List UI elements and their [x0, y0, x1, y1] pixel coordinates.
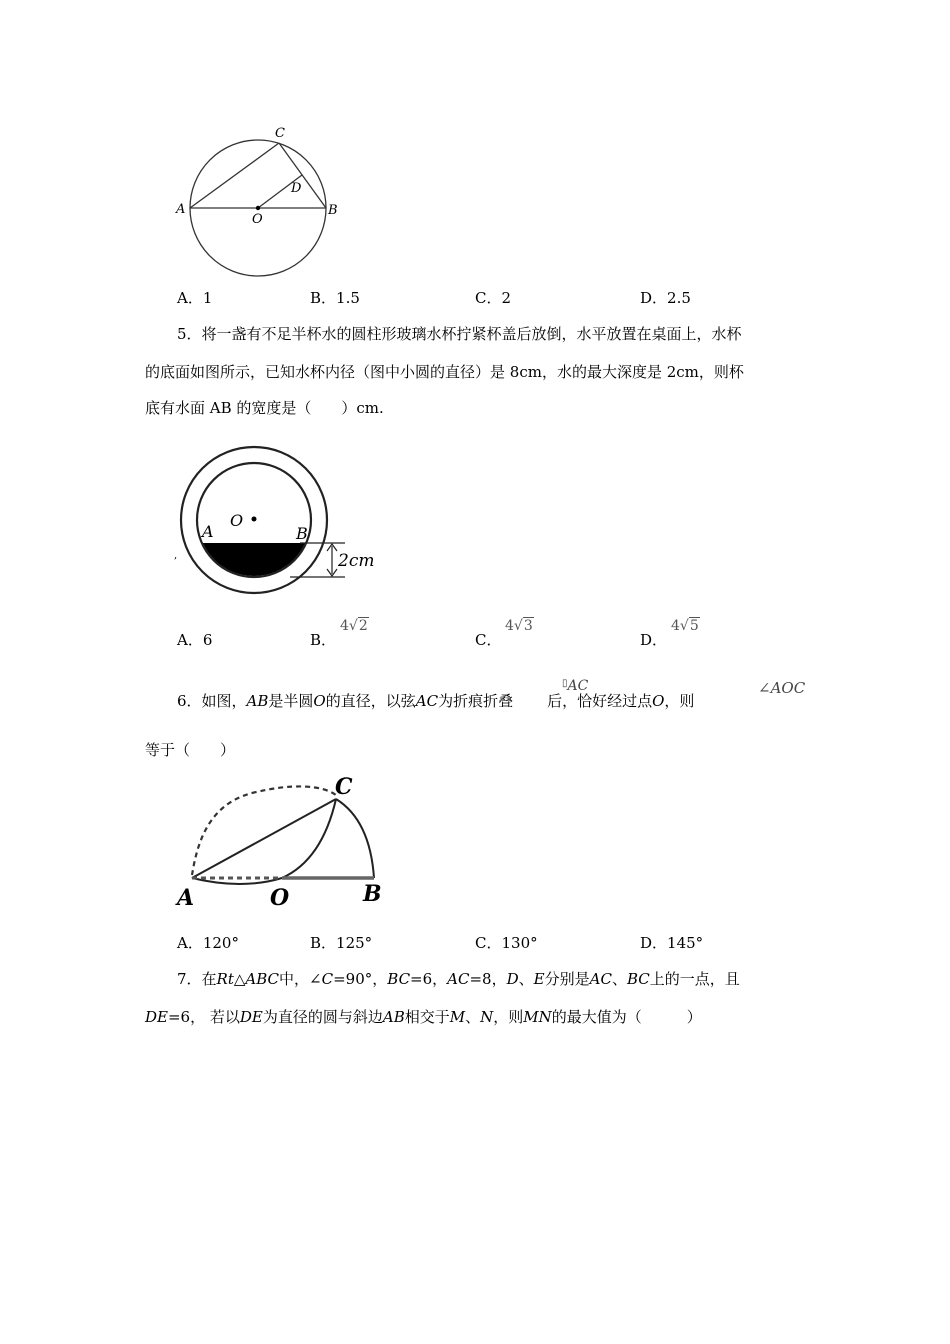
- q6-option-a: [177, 932, 239, 953]
- q6-label-b: B: [363, 881, 382, 907]
- q5-label-depth: 2cm: [338, 551, 375, 571]
- q5-label-a: A: [202, 522, 214, 541]
- q5-option-d-value: 4√5: [671, 618, 699, 634]
- option-letter: A．: [177, 631, 203, 649]
- text: 7．在: [177, 970, 217, 988]
- option-letter: B．: [310, 934, 337, 952]
- q6-dashed-arc: [192, 786, 336, 875]
- radicand: 5: [689, 618, 699, 634]
- text: 、: [518, 970, 534, 988]
- option-text: 2.5: [667, 289, 691, 307]
- arc-label: AC: [567, 678, 589, 694]
- triangle-symbol: △: [233, 970, 246, 988]
- q4-center-dot: [256, 206, 260, 210]
- coef: 4: [671, 618, 680, 634]
- q4-label-o: O: [252, 212, 263, 227]
- q6-semicircle-figure: [172, 765, 387, 915]
- var-c: C: [321, 970, 334, 988]
- q6-option-b: [310, 932, 372, 953]
- q5-option-d: [640, 629, 667, 650]
- text: 相交于: [404, 1008, 450, 1026]
- q5-cup-figure: [170, 440, 385, 600]
- q5-center-dot: [252, 517, 257, 522]
- q4-label-d: D: [291, 181, 302, 196]
- q5-text-line2: 的底面如图所示，已知水杯内径（图中小圆的直径）是 8cm，水的最大深度是 2cm，则杯: [145, 363, 744, 381]
- var-e: E: [533, 970, 545, 988]
- q7-text-line1: [177, 968, 740, 989]
- q4-label-b: B: [328, 203, 338, 218]
- text: 后，恰好经过点: [547, 692, 653, 710]
- q5-option-c-value: 4√3: [505, 618, 533, 634]
- q4-chord-cb: [279, 143, 326, 208]
- var-m: M: [449, 1008, 466, 1026]
- q4-label-a: A: [176, 202, 186, 217]
- option-text: 120°: [202, 934, 239, 952]
- q6-label-o: O: [270, 885, 290, 911]
- text: ，则: [664, 692, 695, 710]
- q5-label-o: O: [230, 511, 244, 530]
- text: 分别是: [544, 970, 590, 988]
- option-text: 1: [202, 289, 213, 307]
- text: 为直径的圆与斜边: [262, 1008, 383, 1026]
- q6-text-line2: 等于（ ）: [145, 741, 236, 759]
- arc-box-icon: ▯: [562, 678, 568, 689]
- q4-chord-ac: [190, 143, 279, 208]
- var-d: D: [506, 970, 519, 988]
- option-letter: A．: [177, 934, 203, 952]
- q4-label-c: C: [275, 126, 285, 141]
- q6-text-line1: [177, 690, 694, 711]
- q7-text-line2: [145, 1006, 702, 1027]
- text: ，则: [493, 1008, 524, 1026]
- q4-option-c: [475, 287, 511, 308]
- q6-option-d: [640, 932, 703, 953]
- var-de: DE: [239, 1008, 263, 1026]
- q4-option-d: [640, 287, 691, 308]
- text: 、: [465, 1008, 481, 1026]
- q5-text-line1: 5．将一盏有不足半杯水的圆柱形玻璃水杯拧紧杯盖后放倒，水平放置在桌面上，水杯: [177, 325, 742, 343]
- var-ab: AB: [246, 692, 269, 710]
- coef: 4: [340, 618, 349, 634]
- coef: 4: [505, 618, 514, 634]
- text: 的最大值为（ ）: [551, 1008, 702, 1026]
- option-text: 2: [501, 289, 512, 307]
- text: 中，∠: [279, 970, 322, 988]
- option-text: 145°: [667, 934, 704, 952]
- option-letter: B．: [310, 289, 337, 307]
- var-ac: AC: [415, 692, 439, 710]
- option-letter: C．: [475, 631, 502, 649]
- option-letter: A．: [177, 289, 203, 307]
- var-bc: BC: [626, 970, 650, 988]
- option-text: 1.5: [336, 289, 360, 307]
- q6-label-a: A: [177, 885, 195, 911]
- option-letter: D．: [640, 631, 668, 649]
- var-ac: AC: [589, 970, 612, 988]
- q5-option-c: [475, 629, 501, 650]
- text: 为折痕折叠: [438, 692, 514, 710]
- var-abc: ABC: [245, 970, 280, 988]
- option-letter: C．: [475, 289, 502, 307]
- var-ab: AB: [382, 1008, 405, 1026]
- q6-angle-aoc: ∠AOC: [758, 679, 806, 697]
- q5-option-b-value: 4√2: [340, 618, 368, 634]
- text: =90°，: [333, 970, 388, 988]
- q5-option-b: [310, 629, 336, 650]
- option-letter: B．: [310, 631, 337, 649]
- text: 6．如图，: [177, 692, 247, 710]
- option-letter: D．: [640, 934, 668, 952]
- var-rt: Rt: [216, 970, 234, 988]
- var-de: DE: [145, 1008, 168, 1026]
- var-o: O: [652, 692, 665, 710]
- var-bc: BC: [387, 970, 411, 988]
- text: =6，: [410, 970, 448, 988]
- radicand: 3: [523, 618, 533, 634]
- q6-chord-ac: [192, 799, 336, 878]
- var-o: O: [313, 692, 326, 710]
- q4-circle-figure: [170, 118, 350, 283]
- text: 是半圆: [268, 692, 314, 710]
- q4-option-a: [177, 287, 212, 308]
- q6-arc-ac: [562, 678, 588, 694]
- q6-arc-cb: [336, 799, 374, 878]
- option-text: 130°: [501, 934, 538, 952]
- text: 上的一点，且: [649, 970, 740, 988]
- option-letter: D．: [640, 289, 668, 307]
- q5-option-a: [177, 629, 212, 650]
- q5-text-line3: 底有水面 AB 的宽度是（ ）cm.: [145, 399, 384, 417]
- option-text: 125°: [336, 934, 373, 952]
- q5-stray-mark: ,: [174, 550, 178, 561]
- q4-option-b: [310, 287, 360, 308]
- text: =8，: [469, 970, 507, 988]
- text: 的直径，以弦: [325, 692, 416, 710]
- var-mn: MN: [523, 1008, 552, 1026]
- option-text: 6: [202, 631, 213, 649]
- text: 、: [611, 970, 627, 988]
- text: =6， 若以: [167, 1008, 240, 1026]
- radicand: 2: [358, 618, 368, 634]
- q6-label-c: C: [335, 774, 353, 800]
- var-n: N: [480, 1008, 494, 1026]
- q5-label-b: B: [296, 524, 308, 543]
- option-letter: C．: [475, 934, 502, 952]
- var-ac: AC: [447, 970, 470, 988]
- q6-option-c: [475, 932, 538, 953]
